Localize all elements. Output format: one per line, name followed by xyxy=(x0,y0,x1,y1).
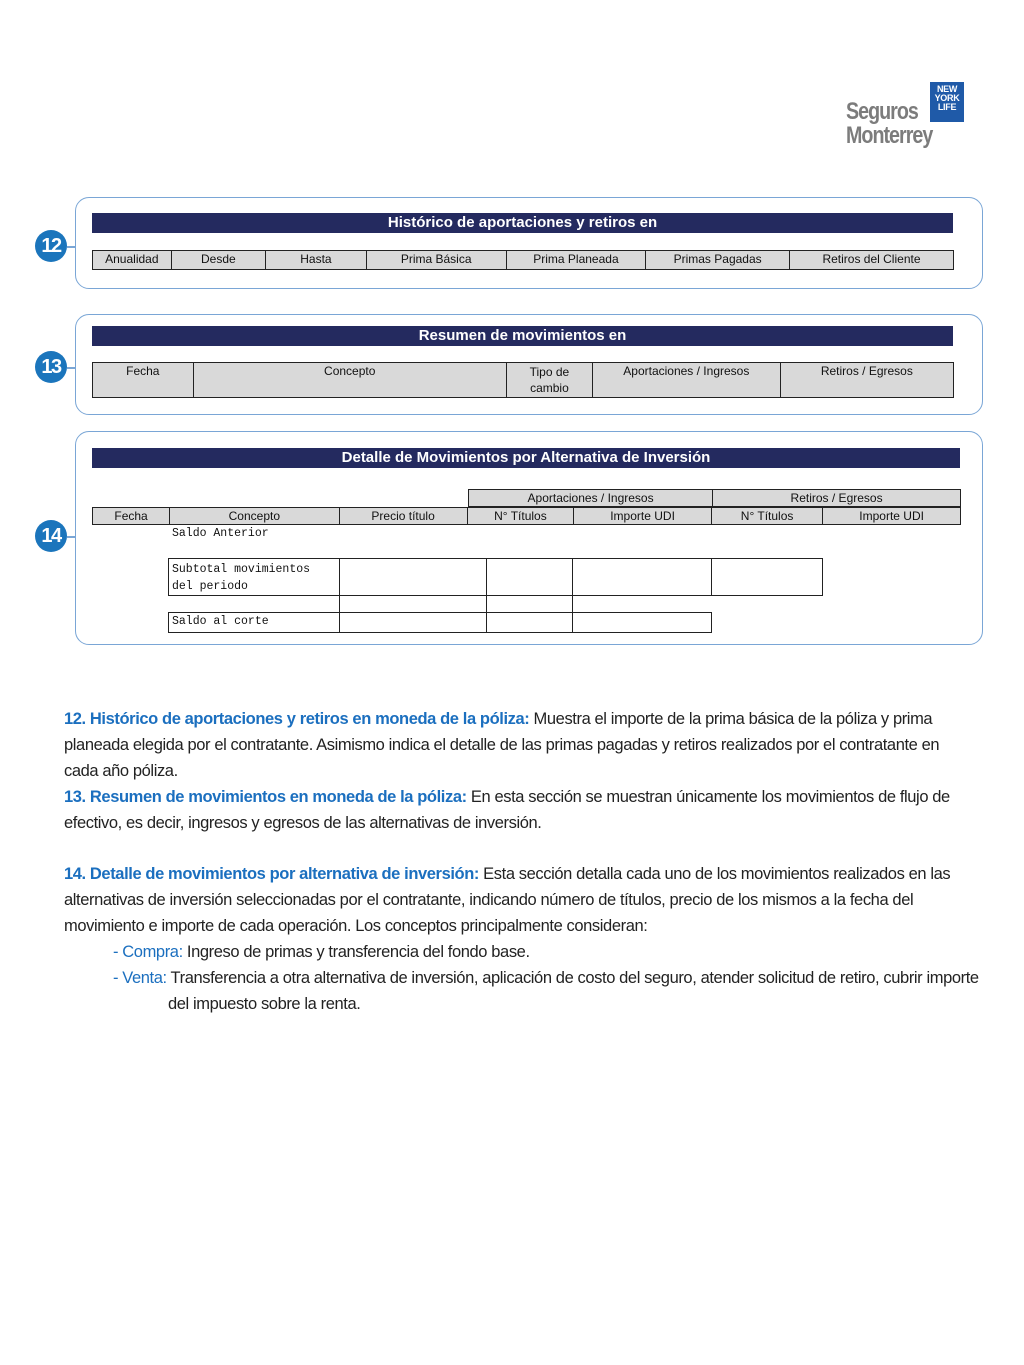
description-12 xyxy=(64,706,964,784)
new-york-life-badge xyxy=(930,82,964,122)
subtotal-divider-4 xyxy=(711,558,712,596)
group-retiros-egresos: Retiros / Egresos xyxy=(713,490,961,507)
row-saldo-anterior: Saldo Anterior xyxy=(172,527,269,540)
subtotal-line-2: del periodo xyxy=(172,580,248,593)
section-12-title: Histórico de aportaciones y retiros en xyxy=(92,213,953,233)
col-num-titulos-ret: N° Títulos xyxy=(711,508,822,525)
col-retiros-cliente: Retiros del Cliente xyxy=(789,251,953,270)
badge-line-1: NEW xyxy=(936,84,958,94)
subtotal-divider-2 xyxy=(486,558,487,596)
bullet-venta xyxy=(113,965,979,991)
col-importe-udi-aport: Importe UDI xyxy=(574,508,712,525)
bullet-venta-continuation: del impuesto sobre la renta. xyxy=(168,995,361,1013)
col-primas-pagadas: Primas Pagadas xyxy=(646,251,790,270)
description-13-heading: 13. Resumen de movimientos en moneda de la póliza: xyxy=(64,788,467,806)
section-14-group-headers xyxy=(468,489,961,507)
bullet-venta-label: - Venta: xyxy=(113,969,167,987)
description-14-body: Esta sección detalla cada uno de los movimientos realizados en las alternativas de inversión seleccionadas por el contratante, indicando número de títulos, precio de los mismos a la fecha del movimiento e importe de cada operación. Los conceptos principalmente consideran: xyxy=(64,865,951,935)
bullet-venta-text: Transferencia a otra alternativa de inversión, aplicación de costo del seguro, atender solicitud de retiro, cubrir importe xyxy=(166,969,979,987)
tipo-cambio-line-2: cambio xyxy=(530,381,569,395)
col-prima-planeada: Prima Planeada xyxy=(506,251,646,270)
col-precio-titulo: Precio título xyxy=(339,508,467,525)
logo-line-2: Monterrey xyxy=(846,122,933,149)
badge-line-2: YORK xyxy=(934,93,960,103)
section-12-panel xyxy=(75,197,983,289)
col-retiros-egresos: Retiros / Egresos xyxy=(780,363,953,398)
badge-line-3: LIFE xyxy=(937,102,957,112)
section-13-header-table xyxy=(92,362,954,398)
section-13-badge: 13 xyxy=(35,351,67,383)
col-desde: Desde xyxy=(171,251,265,270)
col-prima-basica: Prima Básica xyxy=(366,251,506,270)
col-importe-udi-ret: Importe UDI xyxy=(823,508,961,525)
subtotal-divider-3 xyxy=(572,558,573,596)
col-aportaciones-ingresos: Aportaciones / Ingresos xyxy=(592,363,780,398)
col-anualidad: Anualidad xyxy=(93,251,172,270)
bullet-compra-text: Ingreso de primas y transferencia del fondo base. xyxy=(182,943,530,961)
col-hasta: Hasta xyxy=(266,251,367,270)
seguros-monterrey-logo xyxy=(846,82,966,158)
saldo-corte-divider-2 xyxy=(486,596,487,633)
logo-line-1: Seguros xyxy=(846,98,918,125)
description-13-body: En esta sección se muestran únicamente los movimientos de flujo de efectivo, es decir, ingresos y egresos de las alternativas de inversión. xyxy=(64,788,950,832)
saldo-corte-divider-3 xyxy=(572,596,573,633)
bullet-compra xyxy=(113,939,530,965)
description-14-heading: 14. Detalle de movimientos por alternativa de inversión: xyxy=(64,865,479,883)
section-12-badge: 12 xyxy=(35,230,67,262)
col-num-titulos-aport: N° Títulos xyxy=(467,508,574,525)
col-fecha: Fecha xyxy=(93,363,194,398)
tipo-cambio-line-1: Tipo de xyxy=(529,365,570,379)
col-concepto: Concepto xyxy=(170,508,339,525)
section-14-badge: 14 xyxy=(35,520,67,552)
section-12-header-table xyxy=(92,250,954,270)
subtotal-line-1: Subtotal movimientos xyxy=(172,563,311,576)
group-aportaciones-ingresos: Aportaciones / Ingresos xyxy=(469,490,713,507)
col-concepto: Concepto xyxy=(193,363,506,398)
description-14 xyxy=(64,861,964,939)
row-subtotal-label xyxy=(172,561,310,595)
section-13-title: Resumen de movimientos en xyxy=(92,326,953,346)
section-14-header-table xyxy=(92,507,961,525)
row-saldo-corte: Saldo al corte xyxy=(172,615,269,628)
description-13 xyxy=(64,784,964,836)
subtotal-divider-1 xyxy=(339,558,340,596)
col-tipo-cambio xyxy=(506,363,592,398)
description-12-body: Muestra el importe de la prima básica de la póliza y prima planeada elegida por el contratante. Asimismo indica el detalle de las primas pagadas y retiros realizados por el contratante en cada año póliza. xyxy=(64,710,940,780)
saldo-corte-divider-1 xyxy=(339,596,340,633)
logo-wordmark xyxy=(846,100,932,148)
col-fecha: Fecha xyxy=(93,508,170,525)
section-14-title: Detalle de Movimientos por Alternativa de Inversión xyxy=(92,448,960,468)
bullet-compra-label: - Compra: xyxy=(113,943,183,961)
description-12-heading: 12. Histórico de aportaciones y retiros en moneda de la póliza: xyxy=(64,710,530,728)
